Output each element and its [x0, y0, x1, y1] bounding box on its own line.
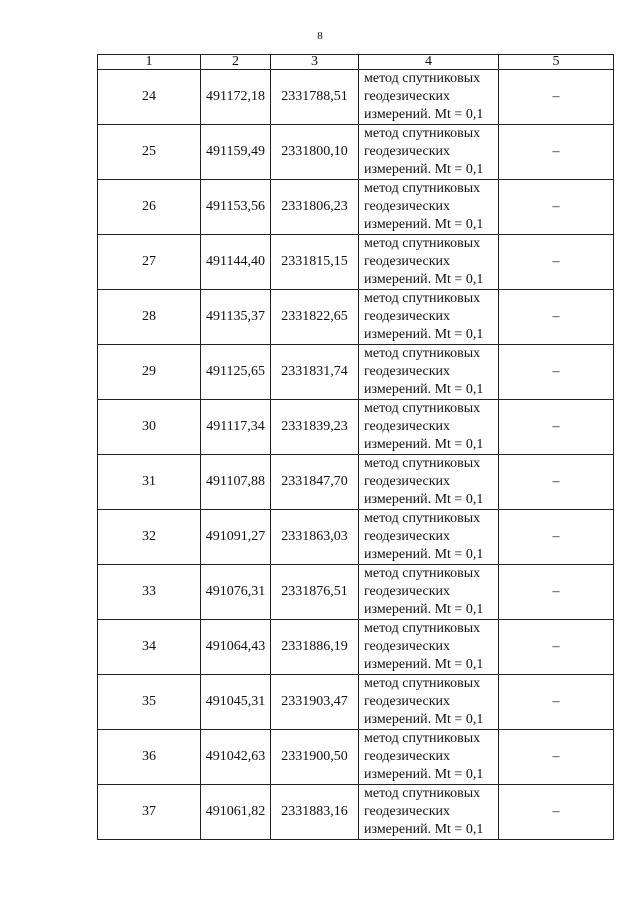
method-cell: [359, 70, 499, 125]
method-cell: [359, 620, 499, 675]
note-cell: –: [499, 730, 614, 785]
method-cell: [359, 510, 499, 565]
method-line: геодезических: [364, 804, 451, 819]
method-line: измерений. Mt = 0,1: [364, 712, 484, 727]
method-line: измерений. Mt = 0,1: [364, 822, 484, 837]
method-line: измерений. Mt = 0,1: [364, 547, 484, 562]
column-header-3: 3: [271, 55, 359, 70]
table-row: [98, 620, 614, 675]
method-cell: [359, 125, 499, 180]
x-coordinate-cell: 491117,34: [201, 400, 271, 455]
method-line: геодезических: [364, 419, 451, 434]
method-line: метод спутниковых: [364, 511, 481, 526]
point-number-cell: 26: [98, 180, 201, 235]
coordinates-table: [97, 54, 614, 840]
y-coordinate-cell: 2331788,51: [271, 70, 359, 125]
y-coordinate-cell: 2331847,70: [271, 455, 359, 510]
table-row: [98, 400, 614, 455]
method-line: геодезических: [364, 89, 451, 104]
method-cell: [359, 675, 499, 730]
x-coordinate-cell: 491125,65: [201, 345, 271, 400]
x-coordinate-cell: 491159,49: [201, 125, 271, 180]
method-line: измерений. Mt = 0,1: [364, 602, 484, 617]
column-header-5: 5: [499, 55, 614, 70]
table-row: [98, 290, 614, 345]
method-line: геодезических: [364, 144, 451, 159]
method-line: измерений. Mt = 0,1: [364, 492, 484, 507]
method-cell: [359, 785, 499, 840]
y-coordinate-cell: 2331839,23: [271, 400, 359, 455]
method-line: метод спутниковых: [364, 456, 481, 471]
note-cell: –: [499, 510, 614, 565]
method-cell: [359, 345, 499, 400]
method-line: метод спутниковых: [364, 236, 481, 251]
method-line: геодезических: [364, 309, 451, 324]
method-cell: [359, 235, 499, 290]
note-cell: –: [499, 180, 614, 235]
method-line: метод спутниковых: [364, 346, 481, 361]
column-header-2: 2: [201, 55, 271, 70]
table-row: [98, 455, 614, 510]
y-coordinate-cell: 2331831,74: [271, 345, 359, 400]
method-line: геодезических: [364, 749, 451, 764]
method-line: геодезических: [364, 364, 451, 379]
y-coordinate-cell: 2331822,65: [271, 290, 359, 345]
point-number-cell: 31: [98, 455, 201, 510]
y-coordinate-cell: 2331806,23: [271, 180, 359, 235]
method-line: геодезических: [364, 254, 451, 269]
y-coordinate-cell: 2331800,10: [271, 125, 359, 180]
method-line: измерений. Mt = 0,1: [364, 217, 484, 232]
point-number-cell: 29: [98, 345, 201, 400]
note-cell: –: [499, 345, 614, 400]
y-coordinate-cell: 2331886,19: [271, 620, 359, 675]
method-line: метод спутниковых: [364, 126, 481, 141]
note-cell: –: [499, 125, 614, 180]
method-line: измерений. Mt = 0,1: [364, 382, 484, 397]
method-line: измерений. Mt = 0,1: [364, 767, 484, 782]
point-number-cell: 24: [98, 70, 201, 125]
x-coordinate-cell: 491135,37: [201, 290, 271, 345]
method-line: геодезических: [364, 639, 451, 654]
y-coordinate-cell: 2331900,50: [271, 730, 359, 785]
point-number-cell: 32: [98, 510, 201, 565]
point-number-cell: 28: [98, 290, 201, 345]
method-cell: [359, 400, 499, 455]
point-number-cell: 30: [98, 400, 201, 455]
method-line: метод спутниковых: [364, 291, 481, 306]
method-line: измерений. Mt = 0,1: [364, 272, 484, 287]
point-number-cell: 27: [98, 235, 201, 290]
y-coordinate-cell: 2331876,51: [271, 565, 359, 620]
method-line: метод спутниковых: [364, 401, 481, 416]
table-row: [98, 180, 614, 235]
y-coordinate-cell: 2331815,15: [271, 235, 359, 290]
method-cell: [359, 290, 499, 345]
point-number-cell: 36: [98, 730, 201, 785]
note-cell: –: [499, 620, 614, 675]
table-row: [98, 345, 614, 400]
table-row: [98, 730, 614, 785]
table-row: [98, 785, 614, 840]
method-line: геодезических: [364, 694, 451, 709]
method-line: геодезических: [364, 474, 451, 489]
x-coordinate-cell: 491064,43: [201, 620, 271, 675]
x-coordinate-cell: 491091,27: [201, 510, 271, 565]
note-cell: –: [499, 455, 614, 510]
note-cell: –: [499, 70, 614, 125]
table-row: [98, 675, 614, 730]
table-row: [98, 510, 614, 565]
point-number-cell: 37: [98, 785, 201, 840]
column-header-1: 1: [98, 55, 201, 70]
note-cell: –: [499, 675, 614, 730]
method-line: геодезических: [364, 584, 451, 599]
method-line: измерений. Mt = 0,1: [364, 657, 484, 672]
table-row: [98, 125, 614, 180]
x-coordinate-cell: 491107,88: [201, 455, 271, 510]
y-coordinate-cell: 2331903,47: [271, 675, 359, 730]
point-number-cell: 34: [98, 620, 201, 675]
method-line: геодезических: [364, 529, 451, 544]
x-coordinate-cell: 491042,63: [201, 730, 271, 785]
note-cell: –: [499, 400, 614, 455]
table-row: [98, 70, 614, 125]
note-cell: –: [499, 785, 614, 840]
method-line: метод спутниковых: [364, 71, 481, 86]
method-line: метод спутниковых: [364, 731, 481, 746]
method-line: измерений. Mt = 0,1: [364, 327, 484, 342]
method-line: геодезических: [364, 199, 451, 214]
table-body: [98, 70, 614, 840]
method-line: измерений. Mt = 0,1: [364, 437, 484, 452]
method-cell: [359, 565, 499, 620]
table-header-row: [98, 55, 614, 70]
method-line: метод спутниковых: [364, 566, 481, 581]
point-number-cell: 25: [98, 125, 201, 180]
method-cell: [359, 180, 499, 235]
y-coordinate-cell: 2331883,16: [271, 785, 359, 840]
method-line: измерений. Mt = 0,1: [364, 162, 484, 177]
x-coordinate-cell: 491076,31: [201, 565, 271, 620]
method-line: метод спутниковых: [364, 621, 481, 636]
table-row: [98, 565, 614, 620]
method-cell: [359, 455, 499, 510]
x-coordinate-cell: 491144,40: [201, 235, 271, 290]
method-line: метод спутниковых: [364, 676, 481, 691]
note-cell: –: [499, 235, 614, 290]
method-cell: [359, 730, 499, 785]
note-cell: –: [499, 565, 614, 620]
x-coordinate-cell: 491045,31: [201, 675, 271, 730]
point-number-cell: 33: [98, 565, 201, 620]
x-coordinate-cell: 491061,82: [201, 785, 271, 840]
page-number: 8: [317, 30, 323, 42]
method-line: измерений. Mt = 0,1: [364, 107, 484, 122]
method-line: метод спутниковых: [364, 181, 481, 196]
table-row: [98, 235, 614, 290]
method-line: метод спутниковых: [364, 786, 481, 801]
x-coordinate-cell: 491153,56: [201, 180, 271, 235]
y-coordinate-cell: 2331863,03: [271, 510, 359, 565]
x-coordinate-cell: 491172,18: [201, 70, 271, 125]
point-number-cell: 35: [98, 675, 201, 730]
column-header-4: 4: [359, 55, 499, 70]
note-cell: –: [499, 290, 614, 345]
